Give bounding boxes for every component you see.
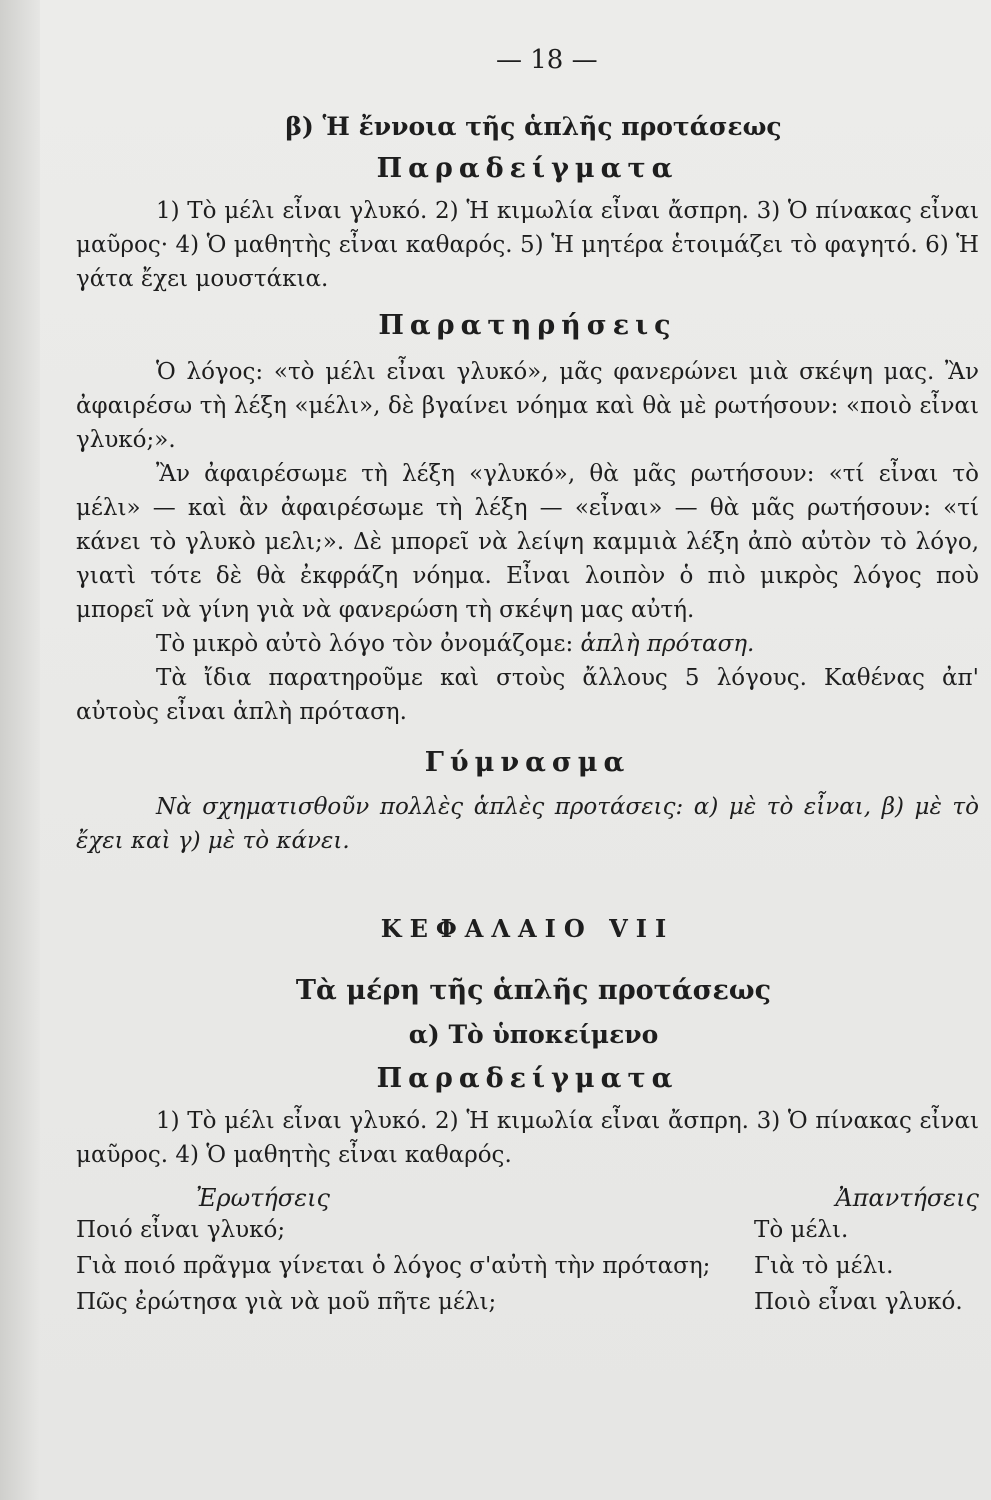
answer-text: Ποιὸ εἶναι γλυκό.	[754, 1289, 963, 1315]
chapter-label: ΚΕΦΑΛΑΙΟ VII	[380, 914, 675, 943]
answer-text: Τὸ μέλι.	[754, 1217, 849, 1243]
chapter-title: Τὰ μέρη τῆς ἁπλῆς προτάσεως	[295, 975, 772, 1006]
page-number: — 18 —	[496, 45, 598, 75]
question-text: Πῶς ἐρώτησα γιὰ νὰ μοῦ πῆτε μέλι;	[76, 1289, 497, 1315]
qa-row	[76, 1212, 979, 1248]
observations-title: Παρατηρήσεις	[378, 310, 677, 341]
chapter-examples-paragraph: 1) Τὸ μέλι εἶναι γλυκό. 2) Ἡ κιμωλία εἶναι ἄσπρη. 3) Ὁ πίνακας εἶναι μαῦρος. 4) Ὁ μαθητὴς εἶναι καθαρός.	[76, 1108, 979, 1168]
question-text: Γιὰ ποιό πρᾶγμα γίνεται ὁ λόγος σ'αὐτὴ τὴν πρόταση;	[76, 1253, 711, 1279]
observations-paragraph-2: Ἂν ἀφαιρέσωμε τὴ λέξη «γλυκό», θὰ μᾶς ρωτήσουν: «τί εἶναι τὸ μέλι» — καὶ ἂν ἀφαιρέσωμε τὴ λέξη — «εἶναι» — θὰ μᾶς ρωτήσουν: «τί κάνει τὸ γλυκὸ μελι;». Δὲ μπορεῖ νὰ λείψη καμμιὰ λέξη ἀπὸ αὐτὸν τὸ λόγο, γιατὶ τότε δὲ θὰ ἐκφράζη νόημα. Εἶναι λοιπὸν ὁ πιὸ μικρὸς λόγος ποὺ μπορεῖ νὰ γίνη γιὰ νὰ φανερώση τὴ σκέψη μας αὐτή.	[76, 461, 979, 623]
definition-lead: Τὸ μικρὸ αὐτὸ λόγο τὸν ὀνομάζομε:	[156, 631, 574, 657]
observations-paragraph-3	[76, 627, 979, 661]
qa-header	[76, 1184, 979, 1212]
answer-text: Γιὰ τὸ μέλι.	[754, 1253, 894, 1279]
exercise-title: Γύμνασμα	[424, 747, 631, 778]
section-heading: β) Ἡ ἔννοια τῆς ἁπλῆς προτάσεως	[285, 112, 782, 141]
definition-term: ἁπλὴ πρόταση.	[580, 631, 755, 657]
question-text: Ποιό εἶναι γλυκό;	[76, 1217, 286, 1243]
observations-paragraph-4: Τὰ ἴδια παρατηροῦμε καὶ στοὺς ἄλλους 5 λόγους. Καθένας ἀπ' αὐτοὺς εἶναι ἁπλὴ πρόταση.	[76, 665, 979, 725]
qa-row	[76, 1284, 979, 1320]
chapter-examples-title: Παραδείγματα	[376, 1063, 679, 1094]
chapter-subtitle: α) Τὸ ὑποκείμενο	[408, 1020, 659, 1049]
observations-paragraph-1: Ὁ λόγος: «τὸ μέλι εἶναι γλυκό», μᾶς φανερώνει μιὰ σκέψη μας. Ἂν ἀφαιρέσω τὴ λέξη «μέλι», δὲ βγαίνει νόημα καὶ θὰ μὲ ρωτήσουν: «ποιὸ εἶναι γλυκό;».	[76, 359, 979, 453]
examples-title: Παραδείγματα	[376, 153, 679, 184]
qa-row	[76, 1248, 979, 1284]
answers-header: Ἀπαντήσεις	[835, 1184, 979, 1212]
exercise-paragraph: Νὰ σχηματισθοῦν πολλὲς ἁπλὲς προτάσεις: α) μὲ τὸ εἶναι, β) μὲ τὸ ἔχει καὶ γ) μὲ τὸ κάνει.	[76, 794, 979, 854]
examples-paragraph: 1) Τὸ μέλι εἶναι γλυκό. 2) Ἡ κιμωλία εἶναι ἄσπρη. 3) Ὁ πίνακας εἶναι μαῦρος· 4) Ὁ μαθητὴς εἶναι καθαρός. 5) Ἡ μητέρα ἑτοιμάζει τὸ φαγητό. 6) Ἡ γάτα ἔχει μουστάκια.	[76, 198, 979, 292]
questions-header: Ἐρωτήσεις	[196, 1184, 330, 1212]
